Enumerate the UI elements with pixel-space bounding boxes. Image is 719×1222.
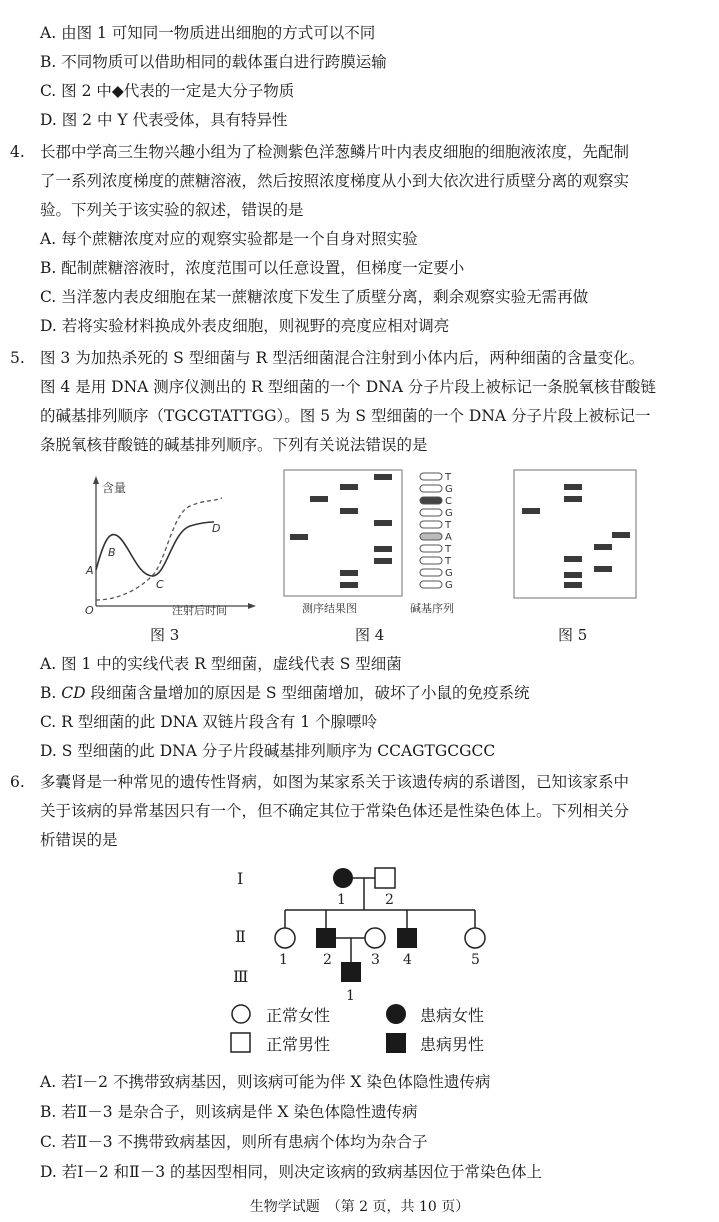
q6-option-b: B. 若Ⅱ－3 是杂合子，则该病是伴 X 染色体隐性遗传病 — [40, 1103, 418, 1121]
x-axis-label: 注射后时间 — [172, 604, 227, 617]
normal-male-I-2 — [375, 868, 395, 888]
normal-female-II-5 — [465, 928, 485, 948]
base-letter: G — [445, 508, 453, 519]
normal-female-II-3 — [365, 928, 385, 948]
x-axis-arrow — [248, 603, 256, 609]
figure-4-caption: 图 4 — [355, 626, 385, 644]
q5-stem-line-3: 的碱基排列顺序（TGCGTATTGG）。图 5 为 S 型细菌的一个 DNA 分子片段上被标记一 — [40, 407, 651, 425]
legend-affected-female-label: 患病女性 — [420, 1006, 485, 1025]
generation-label: Ⅱ — [235, 927, 246, 946]
base-letter: T — [445, 520, 452, 531]
base-capsule — [420, 533, 442, 540]
gel-band — [564, 572, 582, 578]
q6-number: 6. — [10, 773, 25, 791]
q4-option-b: B. 配制蔗糖溶液时，浓度范围可以任意设置，但梯度一定要小 — [40, 259, 465, 277]
q6-stem-line-3: 析错误的是 — [40, 831, 118, 849]
individual-number: 2 — [323, 952, 332, 968]
base-capsule — [420, 473, 442, 480]
gel-band — [564, 496, 582, 502]
gel-band — [290, 534, 308, 540]
legend-affected-male-label: 患病男性 — [420, 1035, 485, 1054]
gel-band — [340, 484, 358, 490]
legend-affected-female-symbol — [385, 1003, 407, 1025]
q5-option-b: B. CD 段细菌含量增加的原因是 S 型细菌增加，破坏了小鼠的免疫系统 — [40, 684, 530, 702]
q6-stem-line-1: 多囊肾是一种常见的遗传性肾病，如图为某家系关于该遗传病的系谱图，已知该家系中 — [40, 773, 630, 791]
q4-number: 4. — [10, 143, 25, 161]
individual-number: 1 — [337, 892, 346, 908]
q3-option-c: C. 图 2 中◆代表的一定是大分子物质 — [40, 82, 295, 100]
affected-male-II-2 — [316, 928, 336, 948]
affected-male-III-1 — [341, 962, 361, 982]
q5-stem-line-4: 条脱氧核苷酸链的碱基排列顺序。下列有关说法错误的是 — [40, 436, 428, 454]
gel-band — [522, 508, 540, 514]
individual-number: 1 — [279, 952, 288, 968]
gel-band — [340, 570, 358, 576]
origin-label: O — [85, 604, 94, 617]
base-letter: T — [445, 556, 452, 567]
figure-5-caption: 图 5 — [558, 626, 588, 644]
point-c-label: C — [156, 578, 164, 591]
individual-number: 2 — [385, 892, 394, 908]
q4-option-c: C. 当洋葱内表皮细胞在某一蔗糖浓度下发生了质壁分离，剩余观察实验无需再做 — [40, 288, 589, 306]
base-letter: G — [445, 484, 453, 495]
individual-number: 3 — [371, 952, 380, 968]
gel-band — [340, 508, 358, 514]
gel-band — [594, 566, 612, 572]
pedigree-lines — [285, 878, 475, 962]
gel-band — [564, 556, 582, 562]
affected-female-I-1 — [333, 868, 353, 888]
figure-5-sequencing — [512, 468, 638, 608]
gel-band — [374, 558, 392, 564]
base-letters — [444, 472, 453, 591]
gel-band — [374, 474, 392, 480]
gel-band — [374, 546, 392, 552]
q5-number: 5. — [10, 349, 25, 367]
base-letter: T — [445, 472, 452, 483]
q6-stem-line-2: 关于该病的异常基因只有一个，但不确定其位于常染色体还是性染色体上。下列相关分 — [40, 802, 630, 820]
q5-option-c: C. R 型细菌的此 DNA 双链片段含有 1 个腺嘌呤 — [40, 713, 378, 731]
gel-sublabel: 测序结果图 — [302, 602, 357, 615]
base-letter: A — [445, 532, 452, 543]
q6-option-c: C. 若Ⅱ－3 不携带致病基因，则所有患病个体均为杂合子 — [40, 1133, 428, 1151]
legend-normal-male-label: 正常男性 — [266, 1035, 331, 1054]
base-letter: G — [445, 568, 453, 579]
figure-3-graph — [80, 470, 260, 618]
q4-stem-line-3: 验。下列关于该实验的叙述，错误的是 — [40, 201, 304, 219]
gel-bands — [522, 484, 630, 588]
q4-stem-line-1: 长郡中学高三生物兴趣小组为了检测紫色洋葱鳞片叶内表皮细胞的细胞液浓度，先配制 — [40, 143, 630, 161]
base-sublabel: 碱基序列 — [410, 602, 454, 615]
generation-label: Ⅰ — [237, 869, 244, 888]
base-capsule — [420, 569, 442, 576]
legend-normal-female-symbol — [230, 1003, 252, 1025]
q3-option-a: A. 由图 1 可知同一物质进出细胞的方式可以不同 — [40, 24, 376, 42]
normal-female-II-1 — [275, 928, 295, 948]
base-capsule — [420, 581, 442, 588]
figure-3-caption: 图 3 — [150, 626, 180, 644]
q4-option-d: D. 若将实验材料换成外表皮细胞，则视野的亮度应相对调亮 — [40, 317, 450, 335]
y-axis-label: 含量 — [102, 481, 127, 495]
point-d-label: D — [212, 522, 221, 535]
q5-stem-line-1: 图 3 为加热杀死的 S 型细菌与 R 型活细菌混合注射到小体内后，两种细菌的含量变化。 — [40, 349, 645, 367]
q6-option-d: D. 若Ⅰ－2 和Ⅱ－3 的基因型相同，则决定该病的致病基因位于常染色体上 — [40, 1163, 542, 1181]
gel-bands — [290, 474, 392, 588]
base-capsule — [420, 557, 442, 564]
gel-band — [374, 520, 392, 526]
q5-option-d: D. S 型细菌的此 DNA 分子片段碱基排列顺序为 CCAGTGCGCC — [40, 742, 496, 760]
base-capsule — [420, 521, 442, 528]
affected-male-II-4 — [397, 928, 417, 948]
individual-number: 1 — [346, 988, 355, 1004]
gel-band — [564, 582, 582, 588]
individual-number: 4 — [403, 952, 412, 968]
q4-option-a: A. 每个蔗糖浓度对应的观察实验都是一个自身对照实验 — [40, 230, 418, 248]
base-capsule — [420, 545, 442, 552]
point-b-label: B — [108, 546, 116, 559]
gel-band — [310, 496, 328, 502]
pedigree-chart — [225, 858, 515, 1008]
gel-band — [594, 544, 612, 550]
generation-label: Ⅲ — [233, 967, 249, 986]
point-a-label: A — [86, 564, 94, 577]
base-capsule — [420, 485, 442, 492]
gel-band — [612, 532, 630, 538]
figure-4-sequencing — [282, 468, 472, 618]
base-capsule — [420, 509, 442, 516]
q4-stem-line-2: 了一系列浓度梯度的蔗糖溶液，然后按照浓度梯度从小到大依次进行质壁分离的观察实 — [40, 172, 630, 190]
base-letter: C — [445, 496, 452, 507]
gel-band — [340, 582, 358, 588]
q6-option-a: A. 若Ⅰ－2 不携带致病基因，则该病可能为伴 X 染色体隐性遗传病 — [40, 1073, 491, 1091]
legend-normal-female-label: 正常女性 — [266, 1006, 331, 1025]
individual-number: 5 — [471, 952, 480, 968]
page-footer: 生物学试题 （第 2 页，共 10 页） — [249, 1199, 470, 1215]
legend-normal-male-symbol — [230, 1032, 252, 1054]
base-letter: G — [445, 580, 453, 591]
y-axis-arrow — [93, 476, 99, 484]
legend-affected-male-symbol — [385, 1032, 407, 1054]
gel-band — [564, 484, 582, 490]
q3-option-b: B. 不同物质可以借助相同的载体蛋白进行跨膜运输 — [40, 53, 387, 71]
base-column — [420, 473, 442, 588]
q5-stem-line-2: 图 4 是用 DNA 测序仪测出的 R 型细菌的一个 DNA 分子片段上被标记一条脱氧核苷酸链 — [40, 378, 656, 396]
q3-option-d: D. 图 2 中 Y 代表受体，具有特异性 — [40, 111, 288, 129]
q5-option-a: A. 图 1 中的实线代表 R 型细菌，虚线代表 S 型细菌 — [40, 655, 402, 673]
base-capsule — [420, 497, 442, 504]
base-letter: T — [445, 544, 452, 555]
